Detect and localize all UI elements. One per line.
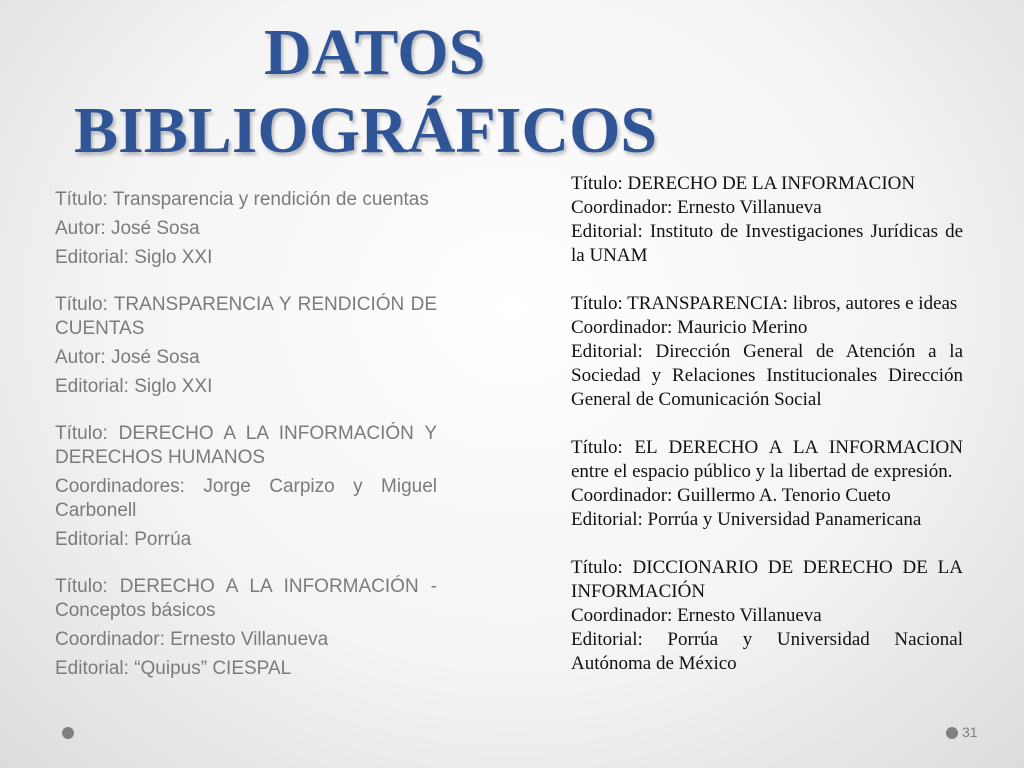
reference-author: Coordinador: Mauricio Merino — [571, 317, 808, 338]
reference-publisher: Editorial: Instituto de Investigaciones Jurídicas de la UNAM — [571, 221, 963, 266]
reference-entry — [55, 293, 437, 399]
reference-publisher: Editorial: Siglo XXI — [55, 376, 213, 397]
reference-title: Título: EL DERECHO A LA INFORMACION entre el espacio público y la libertad de expresión. — [571, 437, 963, 482]
reference-author: Coordinador: Guillermo A. Tenorio Cueto — [571, 485, 891, 506]
left-column — [55, 188, 437, 704]
page-title — [74, 14, 774, 170]
left-bullet-dot — [62, 727, 74, 739]
reference-author: Coordinador: Ernesto Villanueva — [571, 197, 822, 218]
reference-author: Coordinador: Ernesto Villanueva — [571, 605, 822, 626]
reference-publisher: Editorial: Siglo XXI — [55, 247, 213, 268]
reference-publisher: Editorial: “Quipus” CIESPAL — [55, 658, 292, 679]
reference-entry — [55, 575, 437, 681]
reference-title: Título: TRANSPARENCIA: libros, autores e ideas — [571, 293, 958, 314]
reference-author: Autor: José Sosa — [55, 347, 200, 368]
reference-publisher: Editorial: Dirección General de Atención a la Sociedad y Relaciones Institucionales Dirección General de Comunicación Social — [571, 341, 963, 410]
right-column — [571, 172, 963, 700]
reference-entry — [571, 172, 963, 268]
page-title-line-1: DATOS — [264, 16, 486, 89]
right-bullet-dot — [946, 727, 958, 739]
reference-title: Título: DERECHO A LA INFORMACIÓN Y DERECHOS HUMANOS — [55, 423, 437, 468]
reference-entry — [571, 292, 963, 412]
reference-author: Coordinador: Ernesto Villanueva — [55, 629, 329, 650]
reference-author: Coordinadores: Jorge Carpizo y Miguel Carbonell — [55, 476, 437, 521]
reference-publisher: Editorial: Porrúa y Universidad Panamericana — [571, 509, 922, 530]
reference-entry — [55, 422, 437, 552]
reference-entry — [55, 188, 437, 270]
reference-title: Título: DICCIONARIO DE DERECHO DE LA INFORMACIÓN — [571, 557, 963, 602]
page-title-line-2: BIBLIOGRÁFICOS — [74, 94, 658, 167]
reference-author: Autor: José Sosa — [55, 218, 200, 239]
reference-title: Título: DERECHO A LA INFORMACIÓN - Conceptos básicos — [55, 576, 437, 621]
reference-title: Título: Transparencia y rendición de cuentas — [55, 189, 429, 210]
reference-publisher: Editorial: Porrúa — [55, 529, 192, 550]
reference-publisher: Editorial: Porrúa y Universidad Nacional Autónoma de México — [571, 629, 963, 674]
reference-title: Título: DERECHO DE LA INFORMACION — [571, 173, 916, 194]
reference-title: Título: TRANSPARENCIA Y RENDICIÓN DE CUENTAS — [55, 294, 437, 339]
reference-entry — [571, 436, 963, 532]
slide-number: 31 — [962, 724, 978, 740]
reference-entry — [571, 556, 963, 676]
